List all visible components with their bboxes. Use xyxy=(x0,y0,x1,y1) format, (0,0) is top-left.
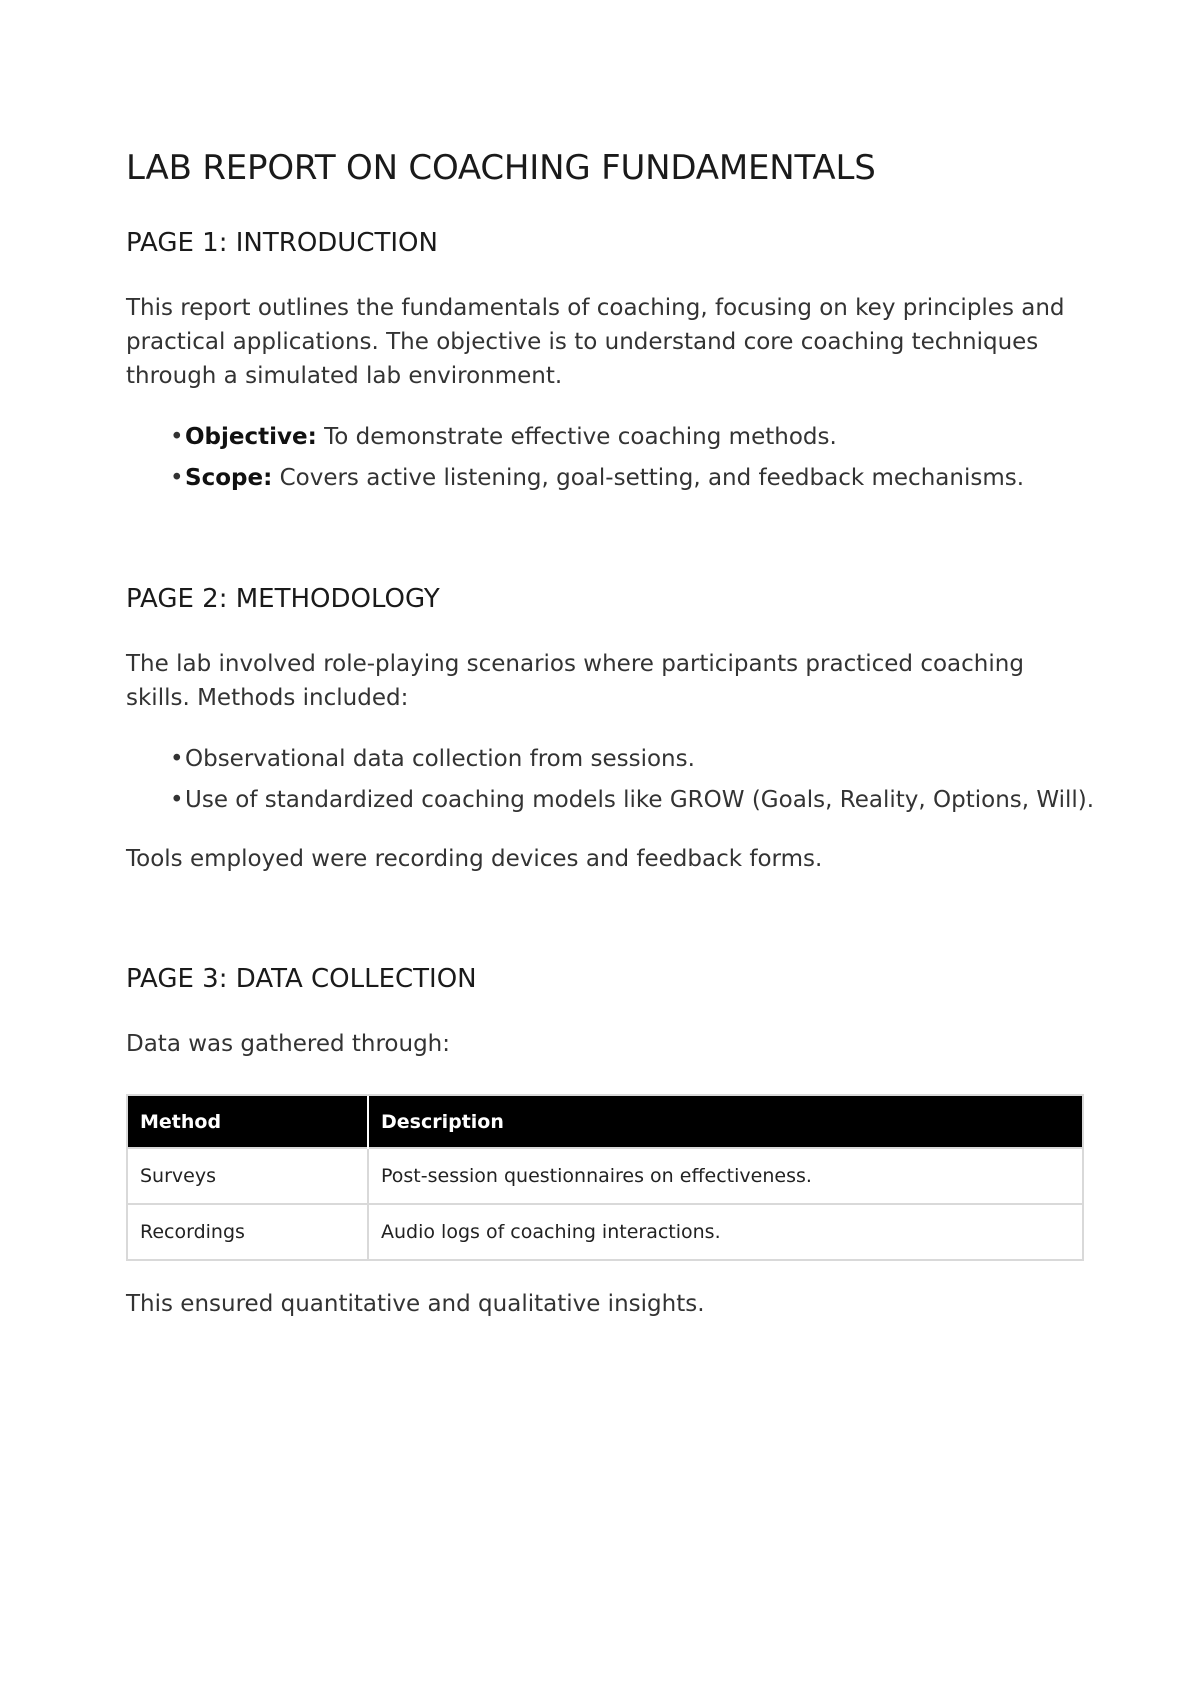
methodology-paragraph: The lab involved role-playing scenarios where participants practiced coaching skills. Methods included: xyxy=(126,651,1024,711)
bullet-text-objective: To demonstrate effective coaching methods. xyxy=(316,424,837,450)
bullet-text: Use of standardized coaching models like GROW (Goals, Reality, Options, Will). xyxy=(185,787,1095,813)
data-collection-table xyxy=(126,1094,1084,1261)
document-title: LAB REPORT ON COACHING FUNDAMENTALS xyxy=(126,148,876,188)
bullet-icon: • xyxy=(170,746,184,772)
table-row xyxy=(128,1148,1082,1204)
table-cell-description: Post-session questionnaires on effectiveness. xyxy=(368,1148,1082,1204)
table-cell-description: Audio logs of coaching interactions. xyxy=(368,1204,1082,1259)
list-item xyxy=(170,742,1094,783)
table-row xyxy=(128,1204,1082,1259)
bullet-label-objective: Objective: xyxy=(185,424,317,450)
table-cell-method: Surveys xyxy=(128,1148,368,1204)
section-heading-data-collection: PAGE 3: DATA COLLECTION xyxy=(126,964,477,994)
section-heading-methodology: PAGE 2: METHODOLOGY xyxy=(126,584,440,614)
methodology-bullet-list xyxy=(170,742,1094,824)
bullet-text: Observational data collection from sessions. xyxy=(185,746,695,772)
column-header-method: Method xyxy=(128,1096,368,1148)
table-header-row xyxy=(128,1096,1082,1148)
list-item xyxy=(170,461,1024,502)
methodology-closing: Tools employed were recording devices and feedback forms. xyxy=(126,846,823,872)
bullet-icon: • xyxy=(170,465,184,491)
list-item xyxy=(170,420,1024,461)
introduction-bullet-list xyxy=(170,420,1024,502)
introduction-paragraph: This report outlines the fundamentals of coaching, focusing on key principles and practical applications. The objective is to understand core coaching techniques through a simulated lab environment. xyxy=(126,295,1065,389)
list-item xyxy=(170,783,1094,824)
data-collection-paragraph: Data was gathered through: xyxy=(126,1031,450,1057)
section-heading-introduction: PAGE 1: INTRODUCTION xyxy=(126,228,438,258)
data-collection-closing: This ensured quantitative and qualitative insights. xyxy=(126,1291,705,1317)
table-cell-method: Recordings xyxy=(128,1204,368,1259)
bullet-label-scope: Scope: xyxy=(185,465,273,491)
bullet-icon: • xyxy=(170,424,184,450)
bullet-icon: • xyxy=(170,787,184,813)
column-header-description: Description xyxy=(368,1096,1082,1148)
bullet-text-scope: Covers active listening, goal-setting, and feedback mechanisms. xyxy=(272,465,1025,491)
